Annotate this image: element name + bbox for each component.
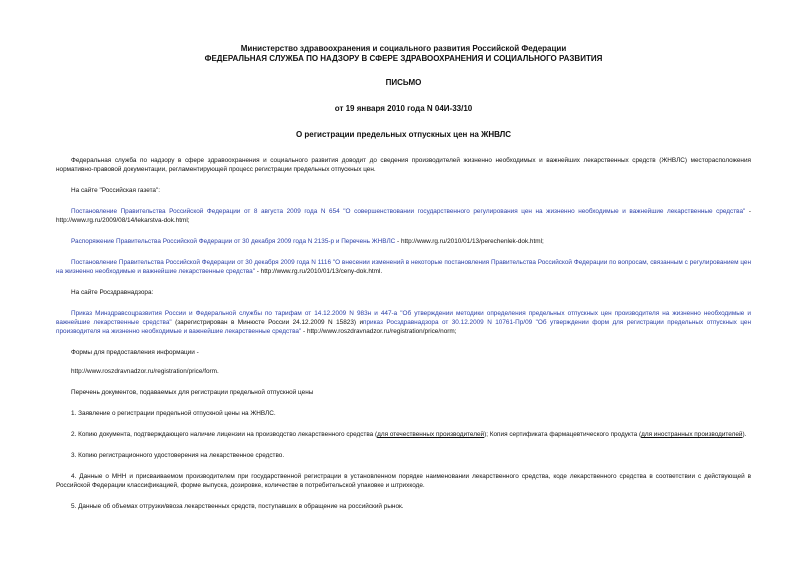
forms-heading: Формы для предоставления информации - <box>71 349 199 356</box>
list-item-3: 3. Копию регистрационного удостоверения на лекарственное средство. <box>71 452 285 459</box>
list-heading: Перечень документов, подаваемых для регистрации предельной отпускной цены <box>71 389 314 396</box>
document-title: О регистрации предельных отпускных цен на ЖНВЛС <box>295 130 512 139</box>
link2-url-text: - http://www.rg.ru/2010/01/13/perechenlek-dok.html; <box>395 238 544 245</box>
paragraph-link3 <box>56 258 751 276</box>
link5-url-text: - http://www.roszdravnadzor.ru/registration/price/norm; <box>301 328 457 335</box>
item2-text-b: ); Копия сертификата фармацевтического продукта ( <box>484 431 642 438</box>
service-name: ФЕДЕРАЛЬНАЯ СЛУЖБА ПО НАДЗОРУ В СФЕРЕ ЗДРАВООХРАНЕНИЯ И СОЦИАЛЬНОГО РАЗВИТИЯ <box>204 54 603 63</box>
list-item-1: 1. Заявление о регистрации предельной отпускной цены на ЖНВЛС. <box>71 410 276 417</box>
ministry-name: Министерство здравоохранения и социального развития Российской Федерации <box>240 44 567 53</box>
document-date-number: от 19 января 2010 года N 04И-33/10 <box>334 104 473 113</box>
link1-url-text: - http://www.rg.ru/2009/08/14/lekarstva-dok.html; <box>56 208 751 224</box>
intro-paragraph: Федеральная служба по надзору в сфере здравоохранения и социального развития доводит до сведения производителей жизненно необходимых и важнейших лекарственных средств (ЖНВЛС) месторасположения нормативно-правовой документации, регламентирующей процесс регистрации предельных отпускных цен. <box>56 157 751 173</box>
link-decree-1116[interactable]: Постановление Правительства Российской Федерации от 30 декабря 2009 года N 1116 "О внесении изменений в некоторые постановления Правительства Российской Федерации по вопросам, связанным с регулированием цен на жизненно необходимые и важнейшие лекарственные средства" <box>56 259 751 275</box>
link3-url-text: - http://www.rg.ru/2010/01/13/ceny-dok.html. <box>255 268 383 275</box>
list-item-4: 4. Данные о МНН и присваиваемом производителем при государственной регистрации в установленном порядке наименовании лекарственного средства, коде лекарственного средства в соответствии с действующей в Российской Федерации классификацией, форме выпуска, дозировке, количестве в потребительской упаковке и штрихкоде. <box>56 473 751 489</box>
list-item-5: 5. Данные об объемах отгрузки/ввоза лекарственных средств, поступавших в обращение на российский рынок. <box>71 503 404 510</box>
rzn-heading: На сайте Росздравнадзора: <box>71 289 154 296</box>
link-order-10761[interactable]: приказ Росздравнадзора от 30.12.2009 N 10761-Пр/09 "Об утверждении форм для регистрации предельных отпускных цен производителя на жизненно необходимые и важнейшие лекарственные средства" <box>56 319 751 335</box>
link-order-2135[interactable]: Распоряжение Правительства Российской Федерации от 30 декабря 2009 года N 2135-р и Перечень ЖНВЛС <box>71 238 396 245</box>
link-order-983n[interactable]: Приказ Минздравсоцразвития России и Федеральной службы по тарифам от 14.12.2009 N 983н и 447-а "Об утверждении методики определения предельных отпускных цен производителя на жизненно необходимые и важнейшие лекарственные средства" <box>56 310 751 326</box>
item2-underline-foreign: для иностранных производителей <box>641 431 743 438</box>
rg-heading: На сайте "Российская газета": <box>71 187 161 194</box>
link-decree-654[interactable]: Постановление Правительства Российской Федерации от 8 августа 2009 года N 654 "О совершенствовании государственного регулирования цен на жизненно необходимые и важнейшие лекарственные средства" <box>71 208 746 215</box>
document-type: ПИСЬМО <box>385 78 422 87</box>
paragraph-link2 <box>56 237 751 246</box>
forms-url: http://www.roszdravnadzor.ru/registration/price/form. <box>71 368 219 375</box>
paragraph-link1 <box>56 207 751 225</box>
paragraph-link4-5 <box>56 309 751 336</box>
item2-underline-domestic: для отечественных производителей <box>377 431 485 438</box>
link4-mid-text: (зарегистрирован в Минюсте России 24.12.2009 N 15823) и <box>171 319 364 326</box>
item2-text-c: ). <box>742 431 747 438</box>
item2-text-a: 2. Копию документа, подтверждающего наличие лицензии на производство лекарственного средства ( <box>71 431 378 438</box>
list-item-2 <box>56 430 751 439</box>
document-header <box>56 44 751 64</box>
